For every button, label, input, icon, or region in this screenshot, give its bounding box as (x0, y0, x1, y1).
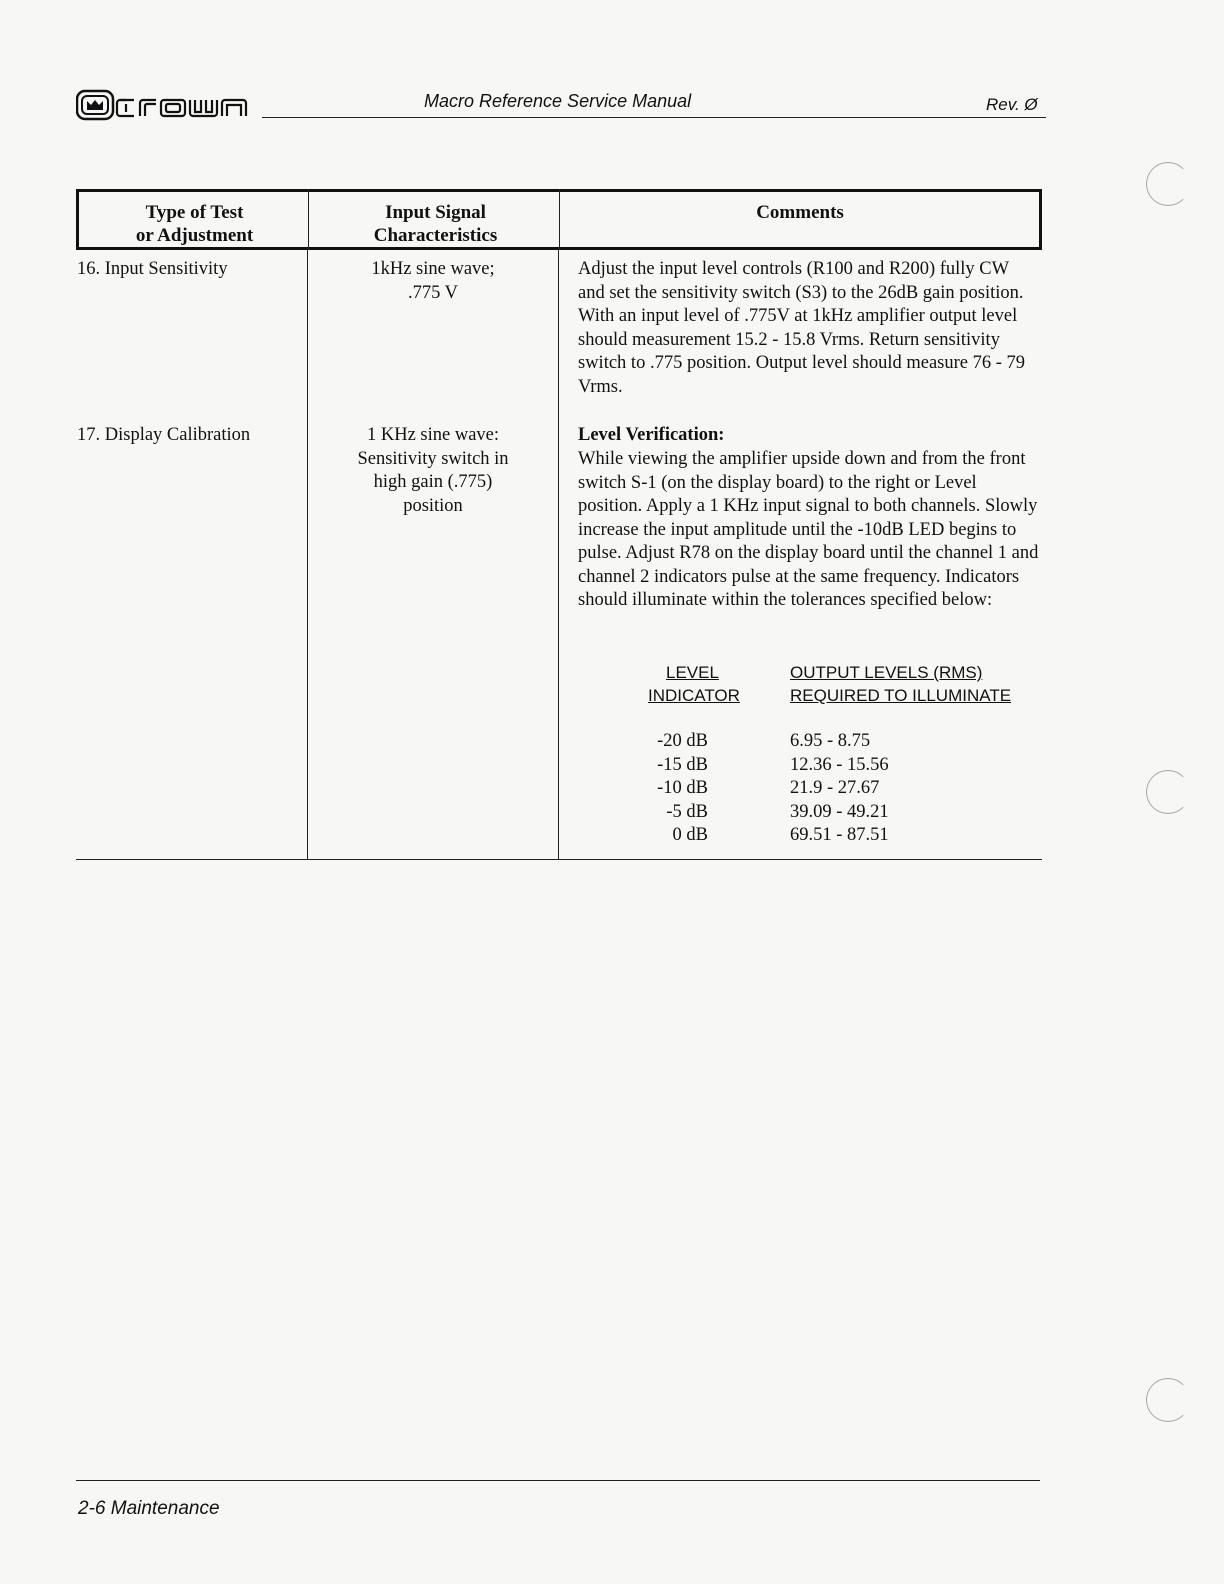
output-levels-header: OUTPUT LEVELS (RMS) REQUIRED TO ILLUMINATE (790, 663, 1012, 705)
level-indicator-value: -20 dB (657, 731, 708, 751)
crown-logo (76, 88, 262, 122)
output-level-value: 21.9 - 27.67 (790, 778, 880, 798)
page-footer-label: 2-6 Maintenance (78, 1498, 220, 1519)
table-header (76, 189, 1042, 250)
table-row-comment: Adjust the input level controls (R100 and R200) fully CW and set the sensitivity switch (S3) to the 26dB gain position. With an input level of .775V at 1kHz amplifier output level should measurement 15.2 - 15.8 Vrms. Return sensitivity switch to .775 position. Output level should measure 76 - 79 Vrms. (578, 259, 1026, 397)
level-indicator-header: LEVEL INDICATOR (648, 663, 740, 705)
output-level-value: 39.09 - 49.21 (790, 801, 889, 822)
column-header-test: Type of Test or Adjustment (135, 202, 254, 246)
binder-hole (1146, 1378, 1190, 1422)
output-level-value: 12.36 - 15.56 (790, 754, 889, 775)
level-indicator-value: -5 dB (666, 801, 708, 822)
table-row-signal: 1kHz sine wave; .775 V (371, 259, 495, 303)
header-divider (308, 189, 309, 250)
level-indicator-list (648, 730, 708, 848)
output-level-value: 69.51 - 87.51 (790, 825, 889, 845)
column-header-comments: Comments (756, 202, 844, 223)
column-divider (558, 250, 559, 860)
crown-logo-icon (76, 88, 262, 122)
revision-label: Rev. Ø (986, 95, 1038, 114)
level-indicator-value: 0 dB (672, 825, 708, 845)
header-rule (262, 117, 1046, 118)
column-divider (307, 250, 308, 860)
binder-hole (1146, 770, 1190, 814)
level-verification-heading: Level Verification: (578, 425, 725, 445)
output-level-value: 6.95 - 8.75 (790, 731, 871, 751)
table-row-test-name: 17. Display Calibration (77, 425, 251, 445)
document-title: Macro Reference Service Manual (424, 91, 692, 111)
table-row-test-name: 16. Input Sensitivity (77, 259, 228, 279)
table-row-signal: 1 KHz sine wave: Sensitivity switch in high gain (.775) position (357, 425, 509, 516)
binder-hole (1146, 162, 1190, 206)
level-indicator-value: -10 dB (657, 778, 708, 798)
table-bottom-rule (76, 859, 1042, 860)
column-header-signal: Input Signal Characteristics (373, 202, 498, 246)
footer-rule (76, 1480, 1040, 1481)
table-row-comment: While viewing the amplifier upside down and from the front switch S-1 (on the display board) to the right or Level position. Apply a 1 KHz input signal to both channels. Slowly increase the input amplitude until the -10dB LED begins to pulse. Adjust R78 on the display board until the channel 1 and channel 2 indicators pulse at the same frequency. Indicators should illuminate within the tolerances specified below: (578, 449, 1039, 610)
header-divider (559, 189, 560, 250)
level-indicator-value: -15 dB (657, 754, 708, 775)
output-level-list (790, 730, 889, 848)
